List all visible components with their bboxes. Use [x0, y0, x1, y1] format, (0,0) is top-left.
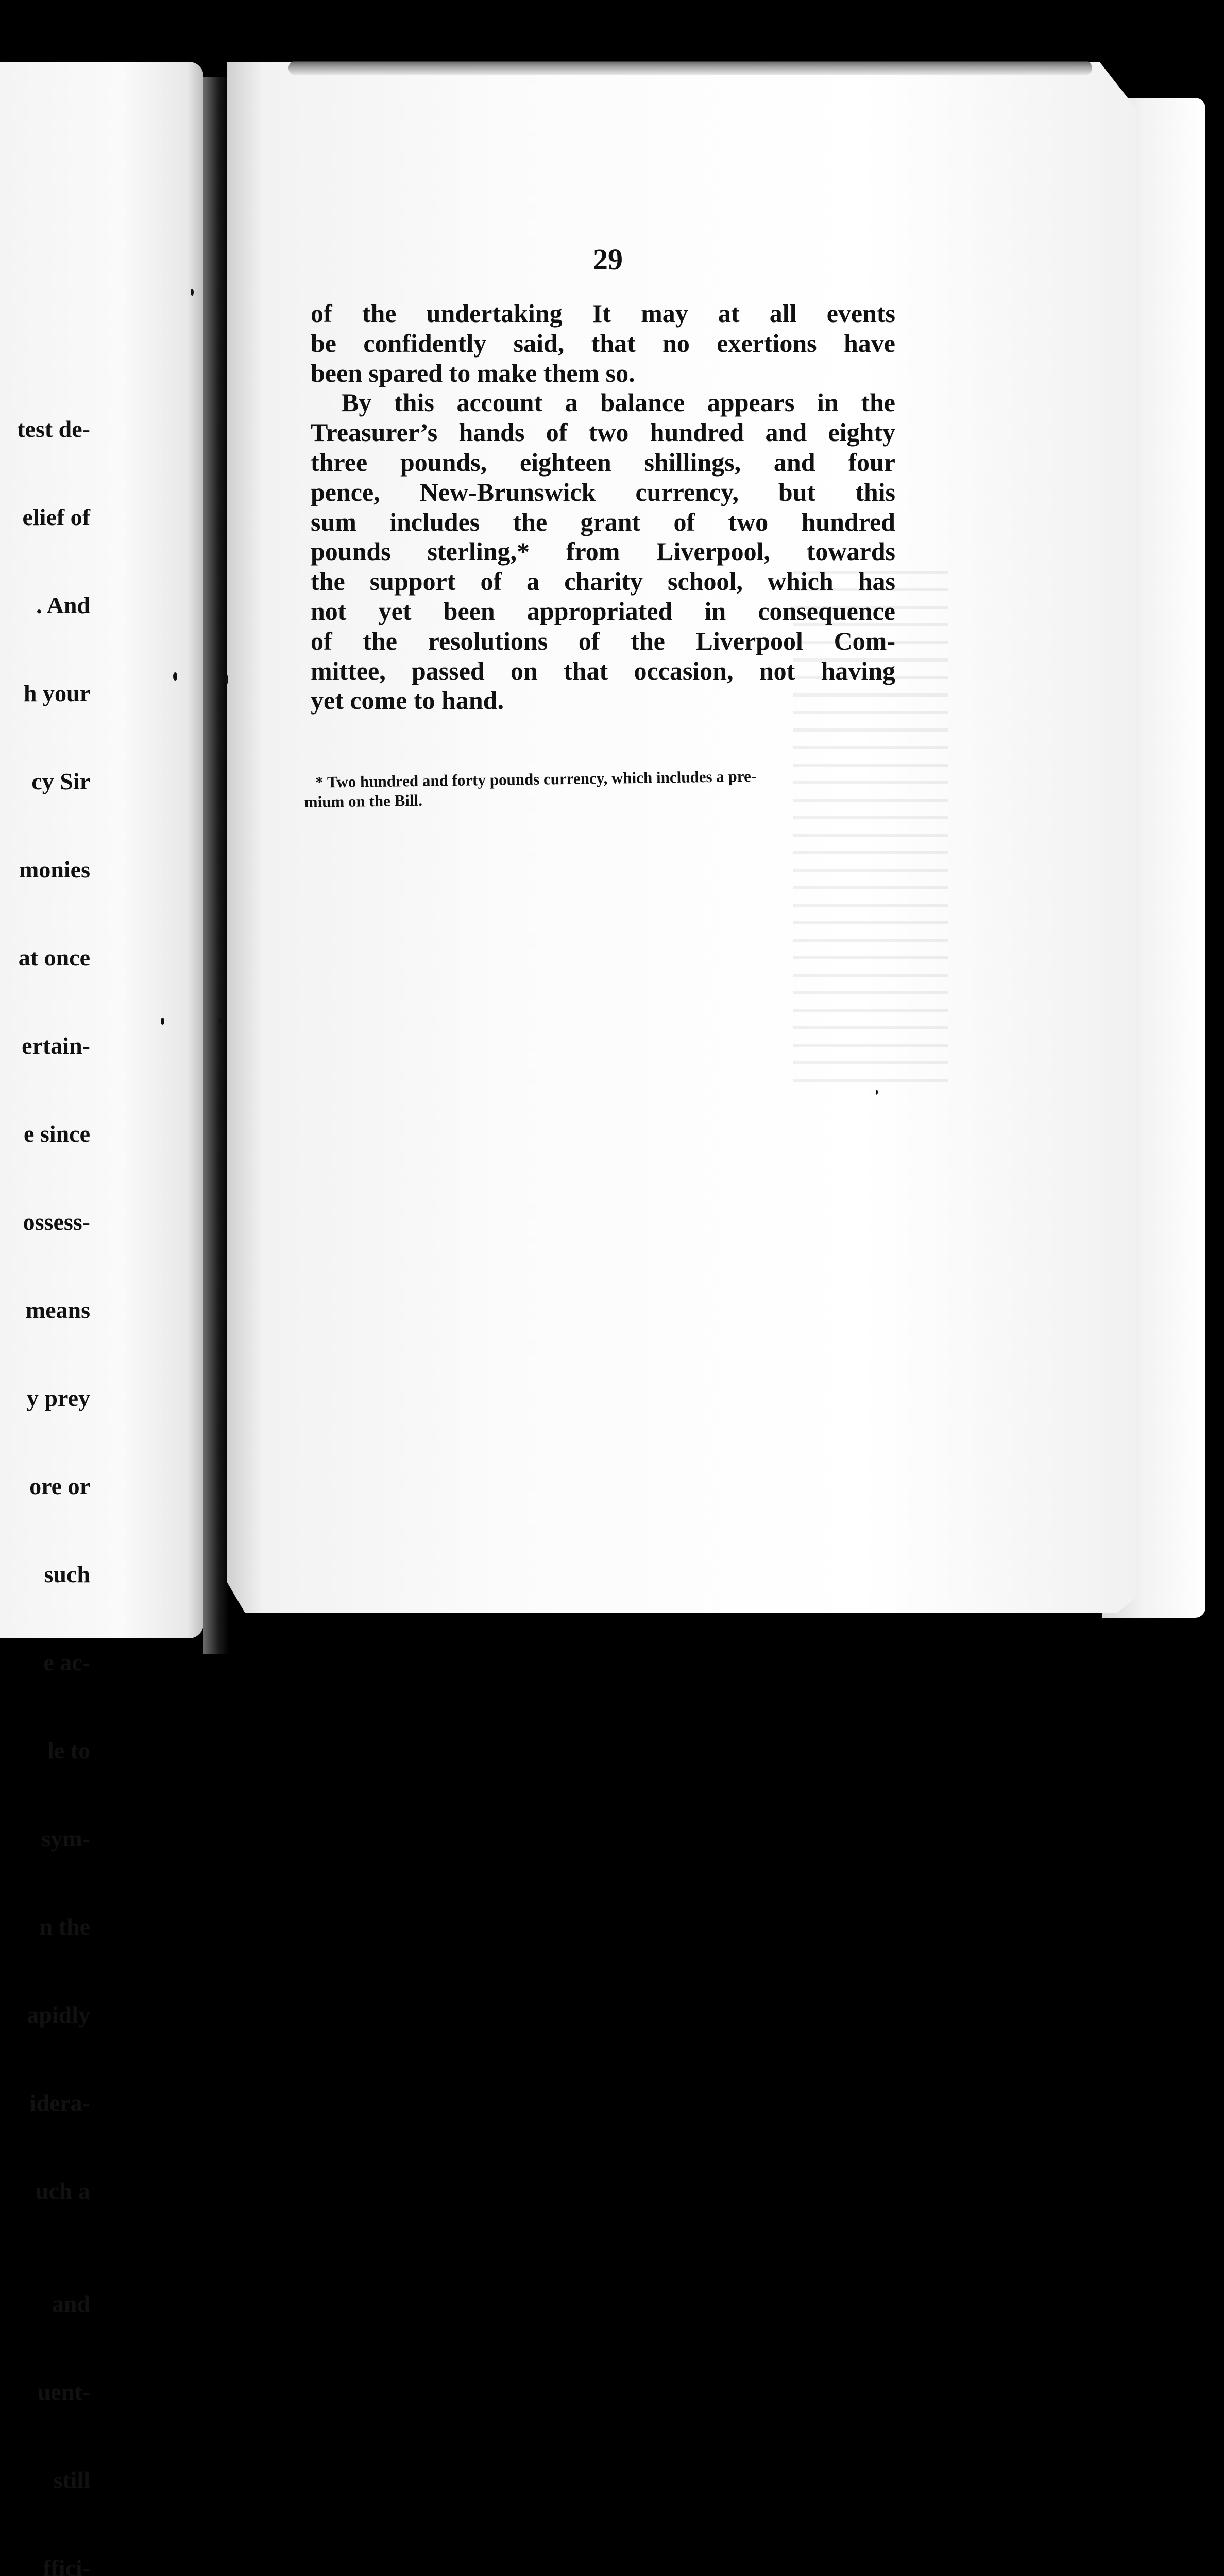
- left-line: . And: [36, 592, 90, 618]
- left-line: at once: [18, 944, 90, 971]
- left-line: test de-: [17, 416, 90, 442]
- footnote-line: * Two hundred and forty pounds currency, which includes a pre-: [315, 767, 757, 791]
- text-line: the support of a charity school, which has: [311, 567, 895, 596]
- text-line: been spared to make them so.: [311, 358, 635, 387]
- text-line: pounds sterling,* from Liverpool, towards: [311, 537, 895, 566]
- ink-speck: [173, 672, 177, 681]
- text-line: yet come to hand.: [311, 686, 504, 715]
- ink-speck: [219, 1018, 222, 1024]
- left-line: ertain-: [22, 1032, 90, 1059]
- left-line: apidly: [27, 2002, 90, 2028]
- left-line: idera-: [29, 2090, 90, 2116]
- ink-speck: [225, 675, 228, 684]
- left-line: le to: [47, 1737, 90, 1764]
- text-line: be confidently said, that no exertions have: [311, 328, 895, 358]
- ink-speck: [161, 1018, 164, 1025]
- left-line: ore or: [29, 1473, 90, 1499]
- text-line: pence, New-Brunswick currency, but this: [311, 477, 895, 506]
- right-page: [227, 62, 1136, 1613]
- body-text: [311, 299, 895, 716]
- left-line: uch a: [35, 2178, 90, 2204]
- text-line: three pounds, eighteen shillings, and four: [311, 447, 895, 477]
- text-line: of the undertaking It may at all events: [311, 299, 895, 328]
- left-line: ossess-: [23, 1209, 90, 1235]
- text-line: not yet been appropriated in consequence: [311, 596, 895, 625]
- footnote-line: mium on the Bill.: [304, 791, 423, 811]
- left-line: sym-: [41, 1825, 90, 1852]
- left-line: e ac-: [43, 1649, 90, 1675]
- text-line: of the resolutions of the Liverpool Com-: [311, 626, 895, 655]
- left-line: ffici-: [43, 2555, 90, 2576]
- ink-speck: [876, 1090, 878, 1095]
- text-line: mittee, passed on that occasion, not having: [311, 656, 895, 685]
- left-line: uent-: [37, 2379, 90, 2405]
- left-line: n the: [39, 1913, 90, 1940]
- left-line: y prey: [26, 1385, 90, 1411]
- left-page-text-fragments: [17, 355, 90, 2576]
- book-gutter: [203, 77, 229, 1654]
- left-line: and: [52, 2291, 90, 2317]
- left-line: means: [25, 1297, 90, 1323]
- left-line: h your: [23, 680, 90, 706]
- left-line: monies: [19, 856, 90, 883]
- footnote: [304, 765, 902, 812]
- page-top-edge: [288, 61, 1092, 75]
- ink-speck: [191, 289, 194, 296]
- left-line: such: [44, 1561, 90, 1587]
- text-line: By this account a balance appears in the: [342, 388, 895, 417]
- text-line: sum includes the grant of two hundred: [311, 507, 895, 536]
- left-line: cy Sir: [31, 768, 90, 794]
- page-number: 29: [593, 243, 623, 276]
- left-line: elief of: [22, 504, 90, 530]
- left-page: [0, 62, 203, 2576]
- left-line: still: [53, 2467, 90, 2493]
- text-line: Treasurer’s hands of two hundred and eighty: [311, 418, 895, 447]
- left-line: e since: [23, 1121, 90, 1147]
